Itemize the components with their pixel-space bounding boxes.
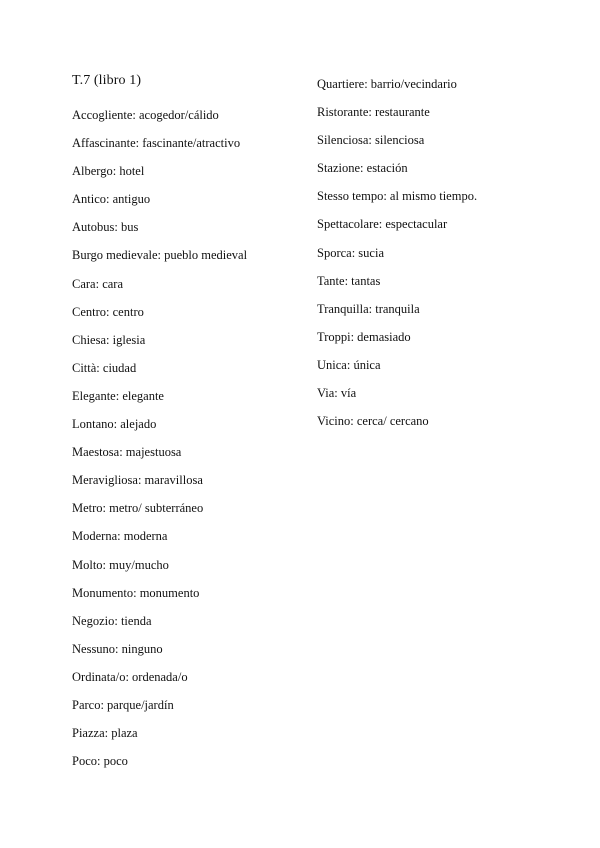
vocabulary-entry: Unica: única [317, 357, 381, 372]
vocabulary-entry: Autobus: bus [72, 220, 139, 235]
vocabulary-entry: Cara: cara [72, 276, 124, 291]
vocabulary-entry: Negozio: tienda [72, 613, 152, 628]
vocabulary-entry: Accogliente: acogedor/cálido [72, 108, 219, 122]
vocabulary-entry: Spettacolare: espectacular [317, 217, 448, 232]
page-title: T.7 (libro 1) [72, 73, 142, 88]
vocabulary-entry: Affascinante: fascinante/atractivo [72, 136, 241, 151]
vocabulary-entry: Moderna: moderna [72, 529, 168, 544]
vocabulary-entry: Meravigliosa: maravillosa [72, 473, 203, 488]
vocabulary-entry: Via: vía [317, 386, 357, 401]
vocabulary-entry: Parco: parque/jardín [72, 697, 174, 712]
vocabulary-entry: Chiesa: iglesia [72, 332, 146, 347]
vocabulary-entry: Stesso tempo: al mismo tiempo. [317, 189, 478, 204]
vocabulary-list-left [72, 101, 247, 775]
vocabulary-entry: Albergo: hotel [72, 164, 145, 179]
vocabulary-entry: Stazione: estación [317, 161, 408, 176]
vocabulary-entry: Antico: antiguo [72, 192, 151, 207]
vocabulary-entry: Ristorante: restaurante [317, 105, 430, 120]
vocabulary-entry: Vicino: cerca/ cercano [317, 414, 429, 429]
vocabulary-entry: Centro: centro [72, 304, 144, 319]
vocabulary-entry: Maestosa: majestuosa [72, 445, 182, 460]
vocabulary-entry: Tante: tantas [317, 273, 381, 288]
vocabulary-entry: Tranquilla: tranquila [317, 301, 420, 316]
vocabulary-entry: Elegante: elegante [72, 388, 164, 403]
vocabulary-entry: Quartiere: barrio/vecindario [317, 77, 457, 91]
vocabulary-entry: Molto: muy/mucho [72, 557, 169, 572]
vocabulary-list-right [317, 70, 477, 435]
vocabulary-entry: Piazza: plaza [72, 726, 138, 741]
vocabulary-entry: Ordinata/o: ordenada/o [72, 669, 188, 684]
vocabulary-entry: Monumento: monumento [72, 585, 200, 600]
vocabulary-entry: Silenciosa: silenciosa [317, 133, 425, 148]
vocabulary-entry: Burgo medievale: pueblo medieval [72, 248, 248, 263]
vocabulary-entry: Città: ciudad [72, 360, 137, 375]
vocabulary-entry: Sporca: sucia [317, 245, 384, 260]
vocabulary-entry: Nessuno: ninguno [72, 641, 163, 656]
vocabulary-entry: Troppi: demasiado [317, 329, 411, 344]
vocabulary-entry: Poco: poco [72, 754, 128, 769]
vocabulary-entry: Lontano: alejado [72, 417, 157, 432]
vocabulary-entry: Metro: metro/ subterráneo [72, 501, 204, 516]
